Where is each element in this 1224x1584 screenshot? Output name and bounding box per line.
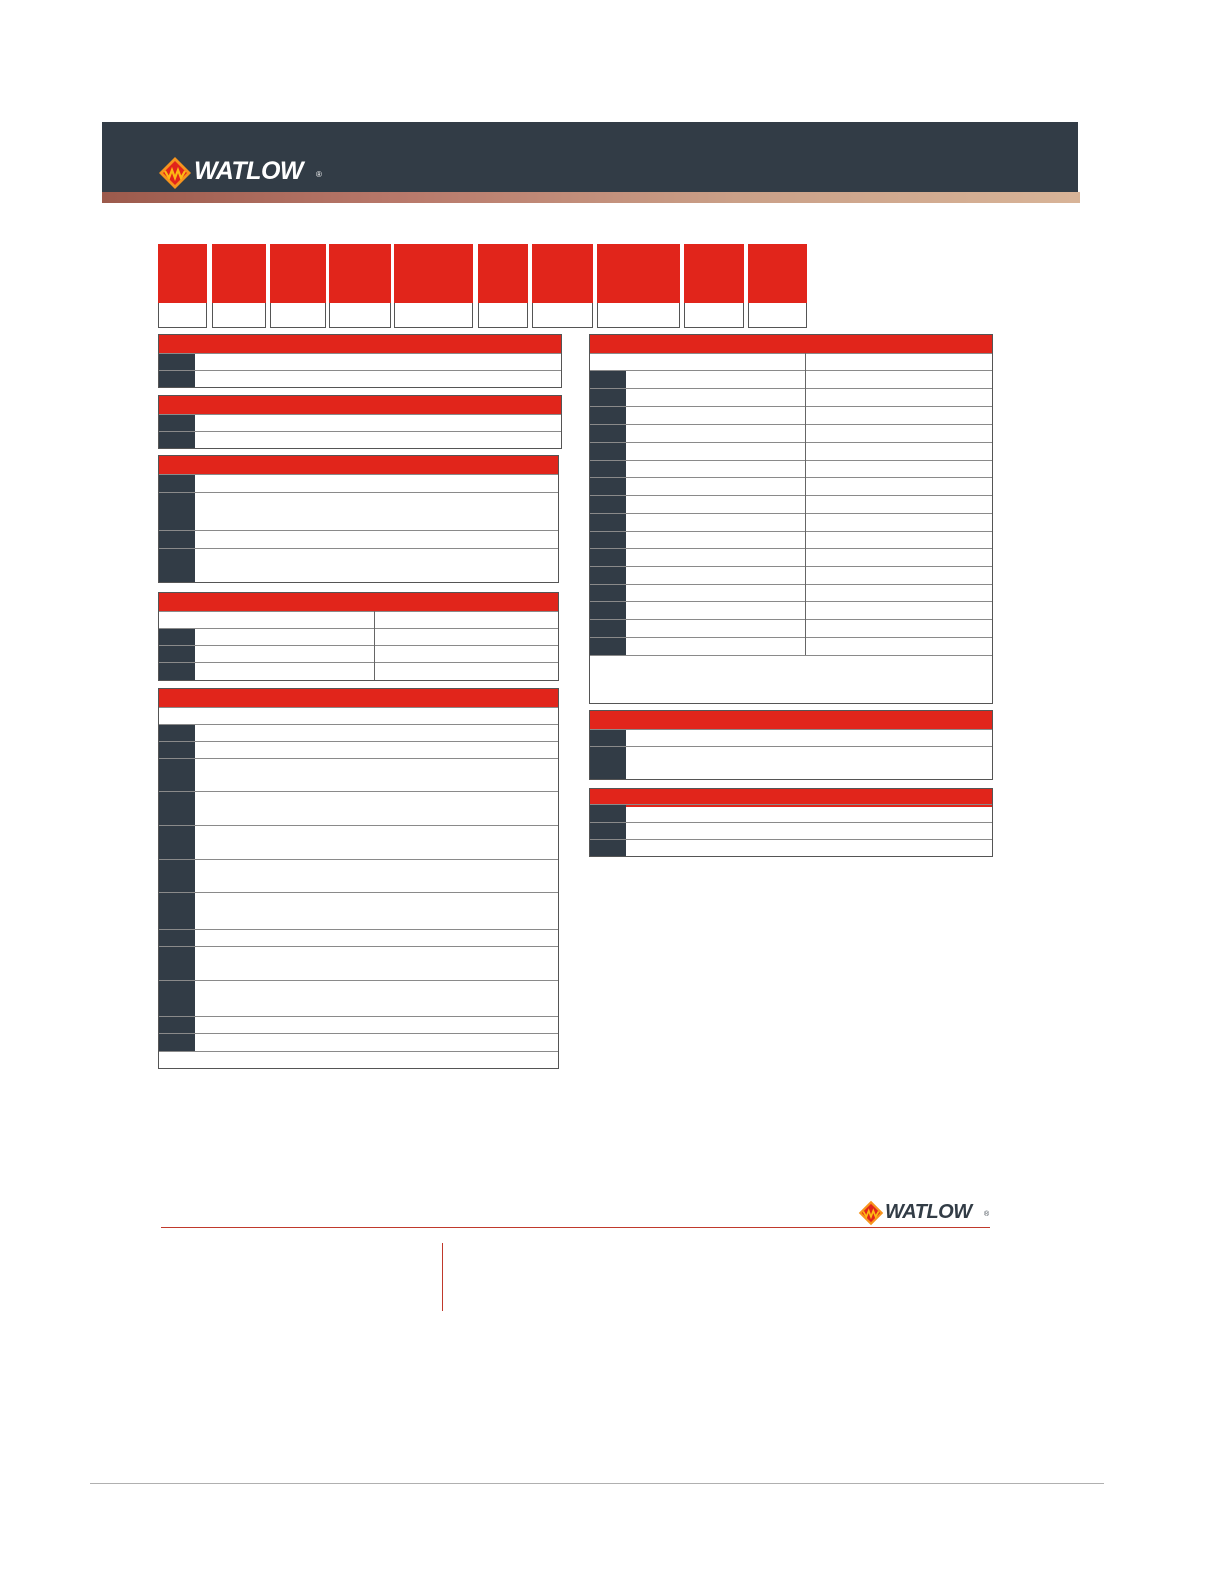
table-row bbox=[159, 1033, 558, 1051]
order-code-box bbox=[684, 244, 744, 328]
table-header bbox=[159, 593, 558, 611]
header-banner bbox=[102, 122, 1078, 192]
table-row bbox=[590, 584, 992, 601]
table-row bbox=[590, 601, 992, 619]
header-logo bbox=[158, 156, 328, 190]
watlow-logo-icon bbox=[858, 1200, 884, 1226]
table-row bbox=[159, 859, 558, 892]
option-table-3 bbox=[158, 455, 559, 583]
option-table-7 bbox=[589, 710, 993, 780]
table-row bbox=[159, 791, 558, 825]
table-header bbox=[590, 335, 992, 353]
table-row bbox=[590, 495, 992, 513]
table-row bbox=[590, 424, 992, 442]
table-row bbox=[590, 388, 992, 406]
table-row bbox=[159, 1016, 558, 1033]
order-code-box bbox=[748, 244, 807, 328]
footer-divider bbox=[161, 1227, 990, 1228]
footer-vertical-divider bbox=[442, 1243, 443, 1311]
table-footnote-row bbox=[590, 655, 992, 703]
table-row bbox=[590, 548, 992, 566]
table-row bbox=[159, 645, 558, 662]
table-row bbox=[159, 548, 558, 582]
column-divider bbox=[805, 353, 806, 655]
table-row bbox=[590, 442, 992, 460]
table-row bbox=[159, 741, 558, 758]
footer-brand-name: WATLOW bbox=[885, 1201, 972, 1223]
table-row bbox=[590, 513, 992, 531]
table-row bbox=[159, 474, 558, 492]
option-table-1 bbox=[158, 334, 562, 388]
table-row bbox=[159, 492, 558, 530]
brand-registered-mark: ® bbox=[316, 170, 322, 179]
table-header bbox=[159, 335, 561, 353]
header-accent-stripe bbox=[102, 192, 1080, 203]
table-row bbox=[590, 460, 992, 477]
table-row bbox=[590, 566, 992, 584]
table-header bbox=[159, 396, 561, 414]
table-row bbox=[159, 825, 558, 859]
table-row bbox=[590, 531, 992, 548]
order-code-box bbox=[597, 244, 680, 328]
option-table-8 bbox=[589, 788, 993, 857]
order-code-box bbox=[158, 244, 207, 328]
table-row bbox=[590, 370, 992, 388]
table-header bbox=[159, 456, 558, 474]
table-subheader-row bbox=[159, 611, 558, 628]
order-code-box bbox=[532, 244, 593, 328]
order-code-box bbox=[478, 244, 528, 328]
table-header bbox=[590, 711, 992, 729]
brand-name: WATLOW bbox=[194, 157, 303, 185]
order-code-box bbox=[329, 244, 391, 328]
table-row bbox=[159, 724, 558, 741]
table-footnote-row bbox=[159, 1051, 558, 1068]
table-row bbox=[590, 839, 992, 856]
table-row bbox=[590, 477, 992, 495]
table-row bbox=[159, 929, 558, 946]
table-row bbox=[159, 530, 558, 548]
table-subheader-row bbox=[159, 707, 558, 724]
column-divider bbox=[374, 611, 375, 680]
watlow-logo-icon bbox=[158, 156, 192, 190]
table-header bbox=[159, 689, 558, 707]
table-row bbox=[590, 406, 992, 424]
option-table-6 bbox=[589, 334, 993, 704]
table-row bbox=[159, 892, 558, 929]
table-row bbox=[159, 353, 561, 370]
table-row bbox=[590, 822, 992, 839]
table-subheader-row bbox=[590, 353, 992, 370]
table-row bbox=[590, 746, 992, 779]
table-row bbox=[159, 662, 558, 680]
table-row bbox=[159, 431, 561, 448]
page-bottom-rule bbox=[90, 1483, 1104, 1484]
table-row bbox=[159, 628, 558, 645]
table-row bbox=[159, 414, 561, 431]
footer-registered-mark: ® bbox=[984, 1211, 990, 1218]
order-code-box bbox=[270, 244, 326, 328]
table-row bbox=[590, 619, 992, 637]
option-table-4 bbox=[158, 592, 559, 681]
table-row bbox=[590, 637, 992, 655]
table-row bbox=[590, 804, 992, 822]
option-table-2 bbox=[158, 395, 562, 449]
order-code-box bbox=[394, 244, 473, 328]
table-row bbox=[159, 946, 558, 980]
footer-logo bbox=[858, 1200, 992, 1228]
table-row bbox=[159, 980, 558, 1016]
table-row bbox=[159, 758, 558, 791]
table-row bbox=[590, 729, 992, 746]
option-table-5 bbox=[158, 688, 559, 1069]
order-code-box bbox=[212, 244, 266, 328]
table-row bbox=[159, 370, 561, 387]
